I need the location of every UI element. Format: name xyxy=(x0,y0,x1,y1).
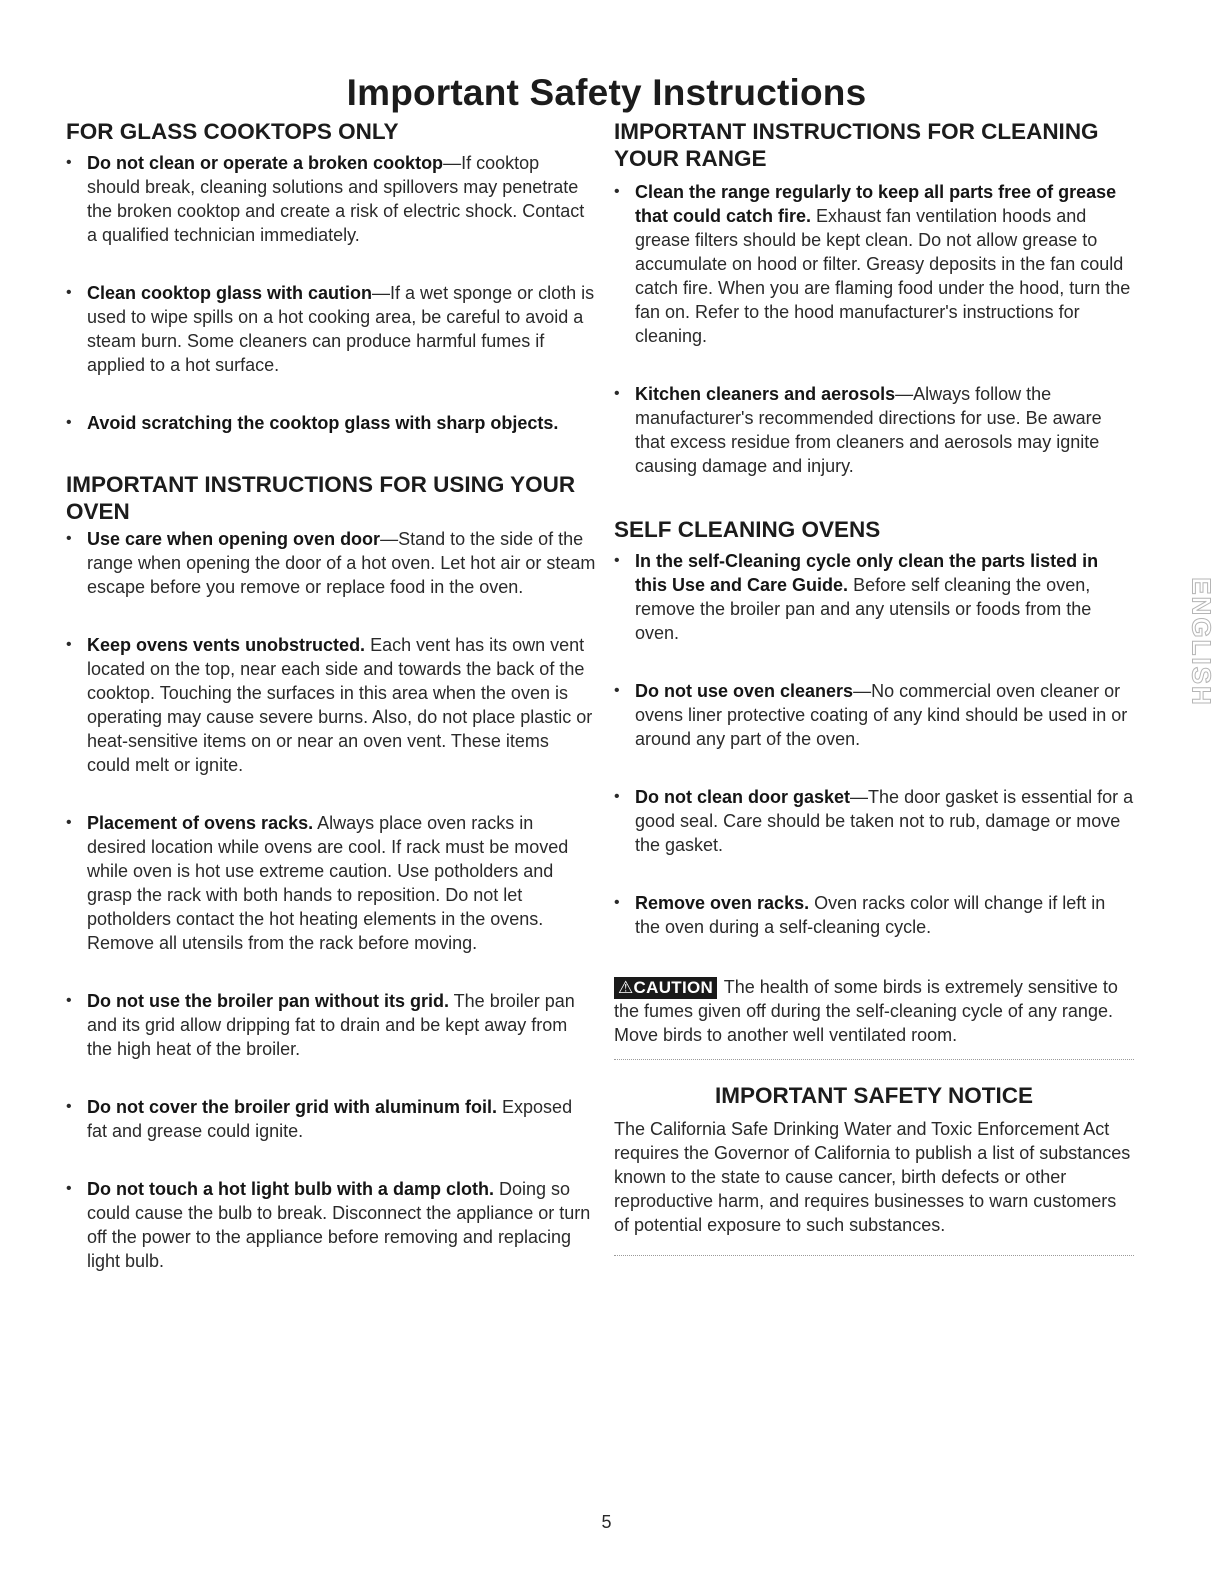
bullet-avoid-scratching xyxy=(66,411,596,435)
language-tab xyxy=(1186,572,1216,712)
bullet-body: —Stand to the side of the range when opening the door of a hot oven. Let hot air or steam escape before you remove or replace food in the oven. xyxy=(87,529,596,597)
bullet-lead: Remove oven racks. xyxy=(635,893,810,913)
bullet-lead: Clean cooktop glass with caution xyxy=(87,283,373,303)
bullet-remove-racks xyxy=(614,891,1134,939)
bullet-body: Doing so could cause the bulb to break. Disconnect the appliance or turn off the power to the appliance before removing and replacing light bulb. xyxy=(87,1179,591,1271)
bullet-body: Always place oven racks in desired location while ovens are cool. If rack must be moved while oven is hot use extreme caution. Use potholders and grasp the rack with both hands to reposition. Do not let potholders contact the hot heating elements in the ovens. Remove all utensils from the rack before moving. xyxy=(87,813,569,953)
right-column xyxy=(614,118,1134,1256)
glass-cooktops-heading: FOR GLASS COOKTOPS ONLY xyxy=(66,119,399,144)
page-number: 5 xyxy=(601,1512,612,1532)
bullet-lead: Do not touch a hot light bulb with a damp cloth. xyxy=(87,1179,494,1199)
bullet-lead: Do not cover the broiler grid with aluminum foil. xyxy=(87,1097,498,1117)
bullet-broiler-grid xyxy=(66,989,596,1061)
bullet-aluminum-foil xyxy=(66,1095,596,1143)
bullet-body: Exhaust fan ventilation hoods and grease filters should be kept clean. Do not allow grease to accumulate on hood or filter. Greasy deposits in the fan could catch fire. When you are flaming food under the hood, turn the fan on. Refer to the hood manufacturer's instructions for cleaning. xyxy=(635,206,1131,346)
bullet-body: —If cooktop should break, cleaning solutions and spillovers may penetrate the broken cooktop and create a risk of electric shock. Contact a qualified technician immediately. xyxy=(87,153,585,245)
bullet-clean-glass xyxy=(66,281,596,377)
self-cleaning-heading: SELF CLEANING OVENS xyxy=(614,517,881,542)
bullet-oven-door xyxy=(66,527,596,599)
bullet-vents xyxy=(66,633,596,777)
caution-badge: ⚠CAUTION xyxy=(614,977,717,999)
page-title: Important Safety Instructions xyxy=(346,72,867,113)
bullet-body: Oven racks color will change if left in the oven during a self-cleaning cycle. xyxy=(635,893,1106,937)
bullet-lead: Avoid scratching the cooktop glass with sharp objects. xyxy=(87,413,559,433)
bullet-lead: Kitchen cleaners and aerosols xyxy=(635,384,896,404)
bullet-lead: Placement of ovens racks. xyxy=(87,813,314,833)
cleaning-range-heading: IMPORTANT INSTRUCTIONS FOR CLEANING YOUR RANGE xyxy=(614,119,1099,171)
bullet-body: —No commercial oven cleaner or ovens liner protective coating of any kind should be used in or around any part of the oven. xyxy=(635,681,1128,749)
safety-notice-heading: IMPORTANT SAFETY NOTICE xyxy=(715,1083,1033,1108)
bullet-self-clean-parts xyxy=(614,549,1134,645)
bullet-kitchen-cleaners xyxy=(614,382,1134,478)
bullet-door-gasket xyxy=(614,785,1134,857)
safety-notice-body: The California Safe Drinking Water and Toxic Enforcement Act requires the Governor of California to publish a list of substances known to the state to cause cancer, birth defects or other reproductive harm, and requires businesses to warn customers of potential exposure to such substances. xyxy=(614,1119,1131,1235)
left-column xyxy=(66,118,596,1273)
bullet-clean-regularly xyxy=(614,180,1134,348)
bullet-body: The broiler pan and its grid allow dripping fat to drain and be kept away from the high heat of the broiler. xyxy=(87,991,575,1059)
bullet-light-bulb xyxy=(66,1177,596,1273)
caution-paragraph xyxy=(614,975,1134,1047)
bullet-lead: Do not use oven cleaners xyxy=(635,681,854,701)
bullet-lead: Clean the range regularly to keep all parts free of grease that could catch fire. xyxy=(635,182,1117,226)
divider xyxy=(614,1255,1134,1256)
bullet-body: —The door gasket is essential for a good seal. Care should be taken not to rub, damage or move the gasket. xyxy=(635,787,1134,855)
bullet-lead: Do not clean door gasket xyxy=(635,787,851,807)
bullet-lead: Use care when opening oven door xyxy=(87,529,381,549)
bullet-body: —Always follow the manufacturer's recommended directions for use. Be aware that excess residue from cleaners and aerosols may ignite causing damage and injury. xyxy=(635,384,1102,476)
bullet-body: Exposed fat and grease could ignite. xyxy=(87,1097,573,1141)
bullet-rack-placement xyxy=(66,811,596,955)
language-tab-label: ENGLISH xyxy=(1186,577,1217,707)
using-oven-heading: IMPORTANT INSTRUCTIONS FOR USING YOUR OVEN xyxy=(66,472,576,524)
bullet-body: Before self cleaning the oven, remove the broiler pan and any utensils or foods from the oven. xyxy=(635,575,1092,643)
bullet-body: Each vent has its own vent located on the top, near each side and towards the back of the cooktop. Touching the surfaces in this area when the oven is operating may cause severe burns. Also, do not place plastic or heat-sensitive items on or near an oven vent. These items could melt or ignite. xyxy=(87,635,593,775)
bullet-body: —If a wet sponge or cloth is used to wipe spills on a hot cooking area, be careful to avoid a steam burn. Some cleaners can produce harmful fumes if applied to a hot surface. xyxy=(87,283,595,375)
bullet-lead: Keep ovens vents unobstructed. xyxy=(87,635,366,655)
bullet-lead: Do not clean or operate a broken cooktop xyxy=(87,153,444,173)
caution-text: The health of some birds is extremely sensitive to the fumes given off during the self-cleaning cycle of any range. Move birds to another well ventilated room. xyxy=(614,977,1118,1045)
bullet-no-oven-cleaners xyxy=(614,679,1134,751)
bullet-broken-cooktop xyxy=(66,151,596,247)
bullet-lead: In the self-Cleaning cycle only clean the parts listed in this Use and Care Guide. xyxy=(635,551,1099,595)
bullet-lead: Do not use the broiler pan without its grid. xyxy=(87,991,449,1011)
